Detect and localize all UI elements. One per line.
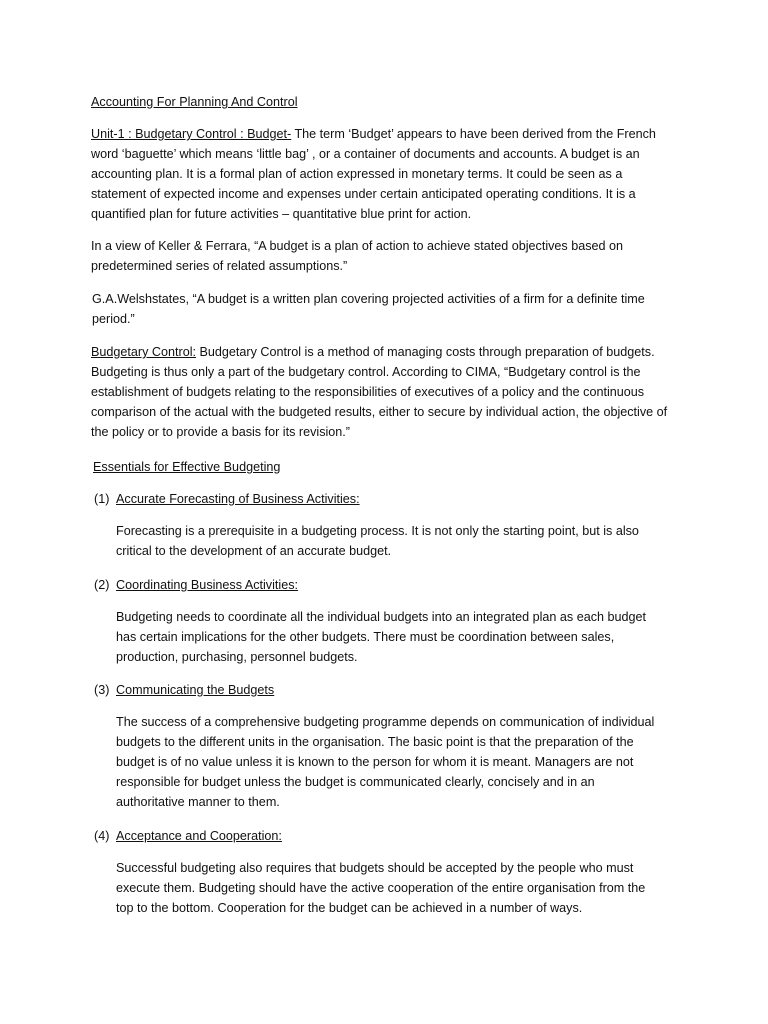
- welsh-quote-paragraph: G.A.Welshstates, “A budget is a written plan covering projected activities of a firm for a definite time period.”: [92, 292, 645, 326]
- list-item-number: (4): [94, 829, 110, 843]
- essentials-heading-text: Essentials for Effective Budgeting: [93, 460, 281, 474]
- budget-definition-text: The term ‘Budget’ appears to have been derived from the French word ‘baguette’ which means ‘little bag’ , or a container of documents and accounts. A budget is an accounting plan. It is a formal plan of action expressed in monetary terms. It could be seen as a statement of expected income and expenses under certain anticipated operating conditions. It is a quantified plan for future activities – quantitative blue print for action.: [91, 127, 656, 221]
- budget-definition-heading: Unit-1 : Budgetary Control : Budget-: [91, 127, 292, 141]
- list-item-heading-text: Acceptance and Cooperation:: [116, 829, 282, 843]
- list-item-heading: [94, 489, 684, 509]
- essentials-heading: [93, 457, 681, 477]
- document-title-text: Accounting For Planning And Control: [91, 95, 298, 109]
- list-item-heading: [94, 680, 684, 700]
- list-item-number: (2): [94, 578, 110, 592]
- budgetary-control-heading: Budgetary Control:: [91, 345, 197, 359]
- document-title: [91, 92, 679, 112]
- budgetary-control-paragraph: [91, 342, 679, 442]
- list-item-heading: [94, 826, 684, 846]
- list-item-number: (1): [94, 492, 110, 506]
- list-item-heading-text: Accurate Forecasting of Business Activities:: [116, 492, 360, 506]
- list-item-body: Forecasting is a prerequisite in a budgeting process. It is not only the starting point, but is also critical to the development of an accurate budget.: [116, 524, 639, 558]
- list-item-heading-text: Communicating the Budgets: [116, 683, 275, 697]
- list-item-heading-text: Coordinating Business Activities:: [116, 578, 299, 592]
- list-item-heading: [94, 575, 684, 595]
- list-item-body: Successful budgeting also requires that budgets should be accepted by the people who must execute them. Budgeting should have the active cooperation of the entire organisation from the top to the bottom. Cooperation for the budget can be achieved in a number of ways.: [116, 861, 646, 915]
- list-item-body: The success of a comprehensive budgeting programme depends on communication of individual budgets to the different units in the organisation. The basic point is that the preparation of the budget is of no value unless it is known to the person for whom it is meant. Managers are not responsible for budget unless the budget is communicated clearly, concisely and in an authoritative manner to them.: [116, 715, 655, 809]
- keller-quote-paragraph: In a view of Keller & Ferrara, “A budget is a plan of action to achieve stated objectives based on predetermined series of related assumptions.”: [91, 239, 624, 273]
- list-item-number: (3): [94, 683, 110, 697]
- budgetary-control-text: Budgetary Control is a method of managing costs through preparation of budgets. Budgeting is thus only a part of the budgetary control. According to CIMA, “Budgetary control is the establishment of budgets relating to the responsibilities of executives of a policy and the continuous comparison of the actual with the budgeted results, either to secure by individual action, the objective of the policy or to provide a basis for its revision.”: [91, 345, 668, 439]
- budget-definition-paragraph: [91, 124, 679, 224]
- list-item-body: Budgeting needs to coordinate all the individual budgets into an integrated plan as each budget has certain implications for the other budgets. There must be coordination between sales, production, purchasing, personnel budgets.: [116, 610, 647, 664]
